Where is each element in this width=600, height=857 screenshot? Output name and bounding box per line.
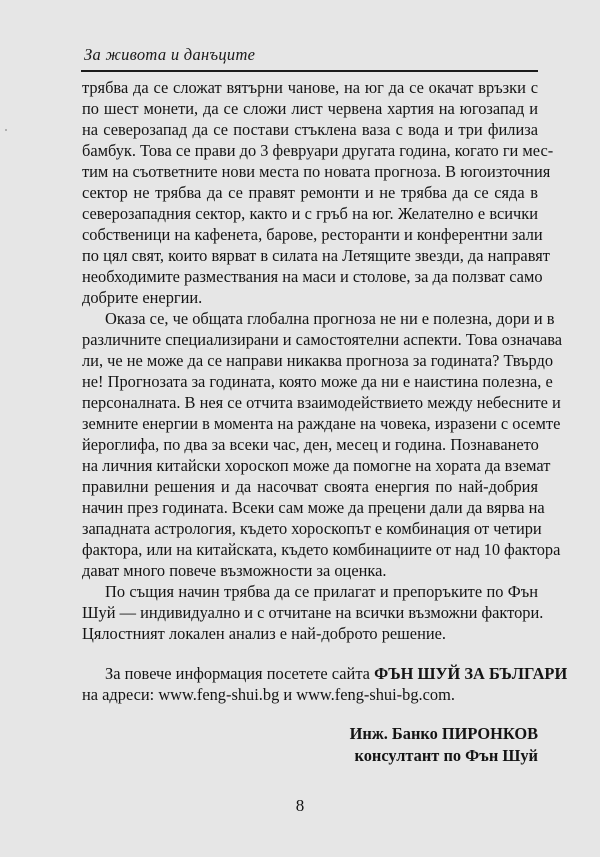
info-paragraph [82, 663, 568, 705]
running-header: За живота и данъците [84, 45, 256, 64]
text-line: необходимите размествания на маси и столове, за да ползват само [82, 267, 543, 286]
text-line: тим на съответните нови места по новата прогноза. В югоизточния [82, 162, 551, 181]
site-name: ФЪН ШУЙ ЗА БЪЛГАРИ [374, 664, 568, 683]
text-line: правилни решения и да насочват своята енергия по най-добрия [82, 477, 538, 496]
text-line: дават много повече възможности за оценка. [82, 561, 387, 580]
info-prefix: За повече информация посетете сайта [105, 664, 375, 683]
paragraph-gap [82, 644, 538, 663]
signature-name: Инж. Банко ПИРОНКОВ [349, 724, 538, 743]
text-line: по шест монети, да се сложи лист червена хартия на югозапад и [82, 99, 538, 118]
text-line: не! Прогнозата за годината, която може да ни е наистина полезна, е [82, 372, 553, 391]
text-line: на личния китайски хороскоп може да помогне на хората да вземат [82, 456, 551, 475]
text-line: Шуй — индивидуално и с отчитане на всички възможни фактори. [82, 603, 544, 622]
text-line: По същия начин трябва да се прилагат и препоръките по Фън [105, 582, 538, 601]
text-line: добрите енергии. [82, 288, 203, 307]
body-text [82, 77, 568, 817]
text-line: земните енергии в момента на раждане на човека, изразени с осемте [82, 414, 561, 433]
text-line: бамбук. Това се прави до 3 февруари другата година, когато ги мес- [82, 141, 554, 160]
text-line: на адреси: www.feng-shui.bg и www.feng-shui-bg.com. [82, 685, 455, 704]
text-line: различните специализирани и самостоятелни аспекти. Това означава [82, 330, 563, 349]
text-line: северозападния сектор, както и с гръб на юг. Желателно е всички [82, 204, 538, 223]
page-number: 8 [295, 796, 305, 815]
scan-speck [5, 129, 7, 131]
text-line: собственици на кафенета, барове, ресторанти и конферентни зали [82, 225, 543, 244]
paragraph [82, 77, 554, 308]
header-rule [81, 70, 538, 72]
text-line: Цялостният локален анализ е най-доброто решение. [82, 624, 446, 643]
signature-role: консултант по Фън Шуй [354, 746, 538, 765]
signature-gap [82, 705, 538, 723]
text-line: начин през годината. Всеки сам може да прецени дали да вярва на [82, 498, 545, 517]
text-line: Оказа се, че общата глобална прогноза не ни е полезна, дори и в [105, 309, 555, 328]
page-number-gap [82, 767, 538, 795]
text-line: ли, че не може да се направи никаква прогноза за годината? Твърдо [82, 351, 554, 370]
paragraph [82, 581, 544, 644]
text-line: на северозапад да се постави стъклена ваза с вода и три филиза [82, 120, 538, 139]
text-line: персоналната. В нея се отчита взаимодействието между небесните и [82, 393, 561, 412]
text-line: трябва да се сложат вятърни чанове, на юг да се окачат връзки с [82, 78, 538, 97]
text-line: по цял свят, които вярват в силата на Летящите звезди, да направят [82, 246, 550, 265]
text-line: западната астрология, където хороскопът е комбинация от четири [82, 519, 542, 538]
text-line: йероглифа, по два за всеки час, ден, месец и година. Познаването [82, 435, 539, 454]
text-line [82, 663, 568, 684]
signature [82, 723, 538, 767]
text-line: сектор не трябва да се правят ремонти и не трябва да се сяда в [82, 183, 538, 202]
paragraph [82, 308, 563, 581]
text-line: фактора, или на китайската, където комбинациите от над 10 фактора [82, 540, 561, 559]
